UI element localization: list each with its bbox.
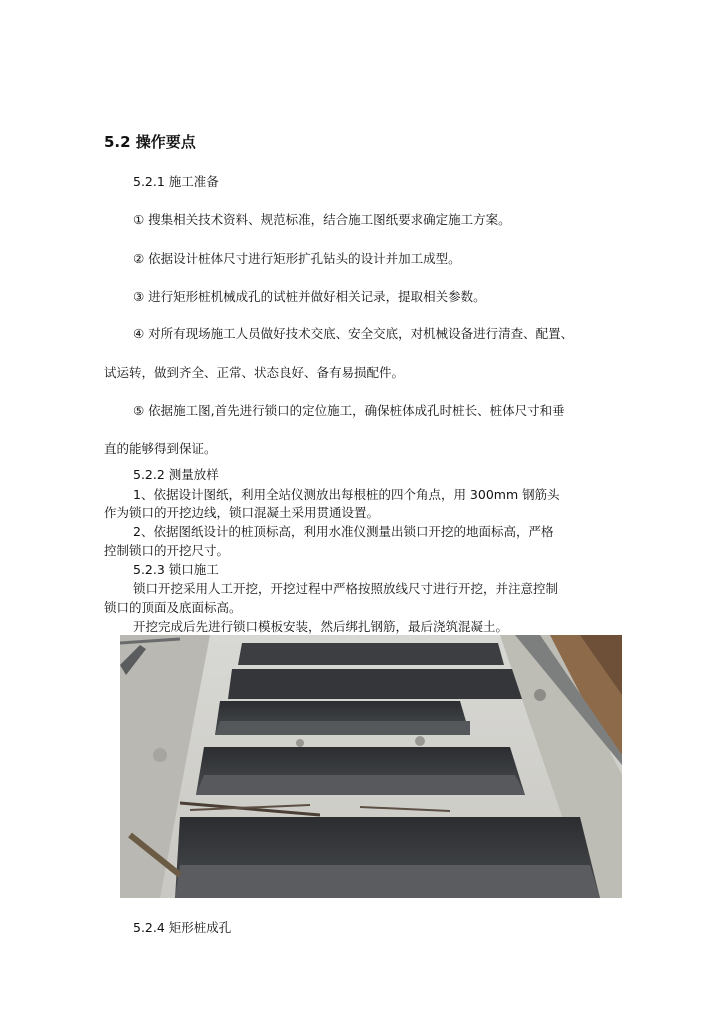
prep-item-3: ③ 进行矩形桩机械成孔的试桩并做好相关记录，提取相关参数。 [133, 289, 486, 304]
subsection-heading-5-2-2: 5.2.2 测量放样 [133, 467, 219, 482]
lock-line-3: 开挖完成后先进行锁口模板安装，然后绑扎钢筋，最后浇筑混凝土。 [133, 619, 509, 634]
prep-item-2: ② 依据设计桩体尺寸进行矩形扩孔钻头的设计并加工成型。 [133, 251, 461, 266]
lock-line-2: 锁口的顶面及底面标高。 [104, 600, 242, 615]
lock-line-1: 锁口开挖采用人工开挖，开挖过程中严格按照放线尺寸进行开挖，并注意控制 [133, 581, 559, 596]
survey-line-2: 作为锁口的开挖边线，锁口混凝土采用贯通设置。 [104, 505, 380, 520]
construction-photo [120, 635, 622, 898]
survey-line-3: 2、依据图纸设计的桩顶标高，利用水准仪测量出锁口开挖的地面标高，严格 [133, 524, 554, 539]
subsection-heading-5-2-3: 5.2.3 锁口施工 [133, 562, 219, 577]
subsection-heading-5-2-4: 5.2.4 矩形桩成孔 [133, 920, 232, 935]
prep-item-5: ⑤ 依据施工图,首先进行锁口的定位施工，确保桩体成孔时桩长、桩体尺寸和垂 [133, 403, 565, 418]
survey-line-1: 1、依据设计图纸，利用全站仪测放出每根桩的四个角点，用 300mm 钢筋头 [133, 487, 560, 502]
survey-line-4: 控制锁口的开挖尺寸。 [104, 543, 230, 558]
prep-item-1: ① 搜集相关技术资料、规范标准，结合施工图纸要求确定施工方案。 [133, 212, 511, 227]
subsection-heading-5-2-1: 5.2.1 施工准备 [133, 174, 219, 189]
prep-item-4-cont: 试运转，做到齐全、正常、状态良好、备有易损配件。 [104, 365, 405, 380]
prep-item-4: ④ 对所有现场施工人员做好技术交底、安全交底，对机械设备进行清查、配置、 [133, 326, 574, 341]
section-title: 5.2 操作要点 [104, 133, 196, 151]
prep-item-5-cont: 直的能够得到保证。 [104, 441, 217, 456]
